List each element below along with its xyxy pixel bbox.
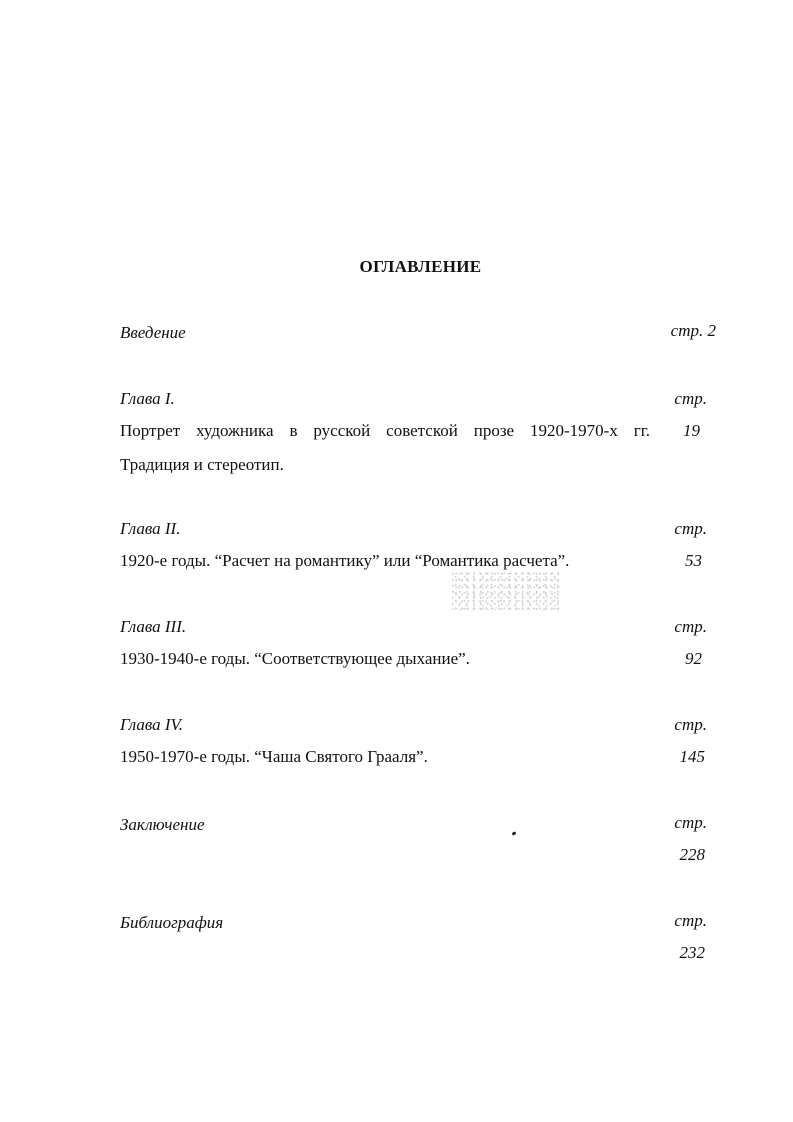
scan-noise xyxy=(452,572,562,610)
toc-bibliography-page-label: стр. xyxy=(674,911,707,930)
toc-chapter-2-title: 1920-е годы. “Расчет на романтику” или “Романтика расчета”. xyxy=(120,551,570,570)
toc-chapter-3-page-label: стр. xyxy=(674,617,707,636)
toc-chapter-1-label: Глава I. xyxy=(120,389,175,408)
toc-chapter-3-label: Глава III. xyxy=(120,617,187,636)
toc-chapter-4-page-label: стр. xyxy=(674,715,707,734)
toc-chapter-2-label: Глава II. xyxy=(120,519,181,538)
scan-speck xyxy=(512,831,517,836)
toc-bibliography-page: 232 xyxy=(679,943,705,962)
toc-chapter-2-page: 53 xyxy=(685,551,702,570)
toc-bibliography-label: Библиография xyxy=(120,913,224,932)
toc-chapter-1-page: 19 xyxy=(683,421,700,440)
toc-intro-page: стр. 2 xyxy=(670,321,716,340)
toc-chapter-4-label: Глава IV. xyxy=(120,715,184,734)
page-title: ОГЛАВЛЕНИЕ xyxy=(359,257,482,276)
toc-chapter-3-title: 1930-1940-е годы. “Соответствующее дыхание”. xyxy=(120,649,470,668)
toc-conclusion-page-label: стр. xyxy=(674,813,707,832)
toc-conclusion-label: Заключение xyxy=(120,815,205,834)
toc-chapter-1-title-line-2: Традиция и стереотип. xyxy=(120,455,284,474)
toc-chapter-2-page-label: стр. xyxy=(674,519,707,538)
toc-intro-label: Введение xyxy=(120,323,186,342)
toc-chapter-1-title-line-1: Портрет художника в русской советской прозе 1920-1970-х гг. xyxy=(120,421,650,440)
toc-chapter-1-page-label: стр. xyxy=(674,389,707,408)
toc-chapter-3-page: 92 xyxy=(685,649,702,668)
toc-chapter-4-title: 1950-1970-е годы. “Чаша Святого Грааля”. xyxy=(120,747,428,766)
toc-chapter-4-page: 145 xyxy=(679,747,705,766)
toc-conclusion-page: 228 xyxy=(679,845,705,864)
